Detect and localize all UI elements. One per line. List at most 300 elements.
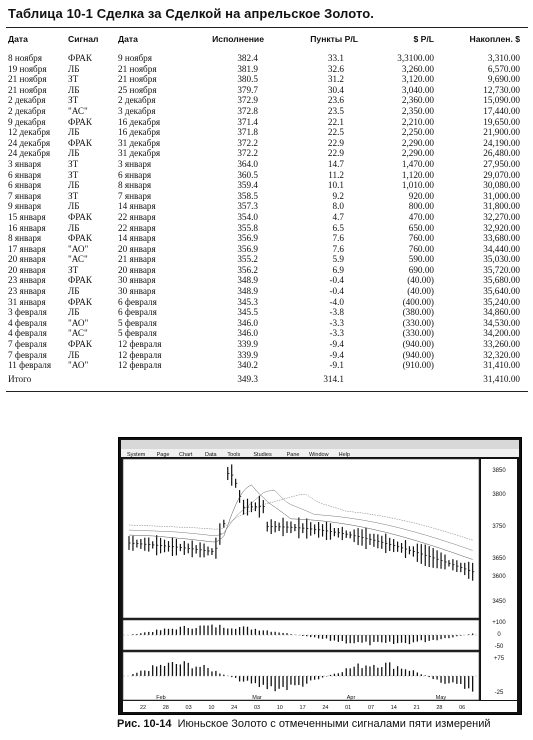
- month-axis-label: Feb: [156, 695, 166, 701]
- cell-exit-date: 20 января: [118, 264, 156, 275]
- price-axis-label: 3600: [492, 574, 506, 580]
- cell-exit-date: 12 февраля: [118, 360, 162, 371]
- menu-item[interactable]: Tools: [227, 452, 241, 458]
- cell-signal: ЛБ: [68, 222, 80, 233]
- date-axis-label: 17: [299, 705, 306, 711]
- cell-entry-date: 7 февраля: [8, 339, 47, 350]
- cell-execution: 339.9: [237, 349, 258, 360]
- cell-empty: [366, 371, 452, 385]
- cell-dollars: (940.00): [402, 349, 434, 360]
- cell-exit-date: 21 ноября: [118, 63, 157, 74]
- cell-dollars: 2,290.00: [401, 137, 434, 148]
- cell-entry-date: 21 ноября: [8, 74, 47, 85]
- cell-cumulative: 35,680.00: [483, 275, 520, 286]
- cell-execution: 355.2: [237, 254, 258, 265]
- cell-exit-date: 6 января: [118, 169, 152, 180]
- cell-entry-date: 23 января: [8, 286, 46, 297]
- menu-item[interactable]: Pane: [286, 452, 300, 458]
- cell-execution: 345.5: [237, 307, 258, 318]
- cell-cumulative: 6,570.00: [487, 63, 520, 74]
- cell-cumulative: 9,690.00: [487, 74, 520, 85]
- cell-execution: 371.4: [237, 116, 258, 127]
- trades-table: [8, 34, 522, 384]
- month-axis-label: Apr: [346, 695, 356, 701]
- chart-figure: [118, 437, 522, 715]
- menu-item[interactable]: Window: [309, 452, 329, 458]
- table-row: [8, 201, 522, 212]
- cell-dollars: (330.00): [402, 328, 434, 339]
- cell-execution: 340.2: [237, 360, 258, 371]
- header-signal: Сигнал: [68, 34, 99, 44]
- cell-cumulative: 26,480.00: [483, 148, 520, 159]
- cell-points: 11.2: [328, 169, 344, 180]
- cell-points: 22.1: [327, 116, 344, 127]
- menu-item[interactable]: Help: [338, 452, 350, 458]
- cell-points: -0.4: [329, 275, 344, 286]
- cell-cumulative: 21,900.00: [483, 127, 520, 138]
- cell-points: 22.9: [327, 148, 344, 159]
- table-row: [8, 328, 522, 339]
- table-row: [8, 127, 522, 138]
- cell-exit-date: 8 января: [118, 180, 152, 191]
- cell-signal: ФРАК: [68, 137, 92, 148]
- cell-entry-date: 3 января: [8, 158, 42, 169]
- header-entry-date: Дата: [8, 34, 28, 44]
- cell-entry-date: 11 февраля: [8, 360, 52, 371]
- cell-signal: "АО": [68, 317, 89, 328]
- cell-signal: ФРАК: [68, 296, 92, 307]
- cell-exit-date: 21 ноября: [118, 74, 157, 85]
- cell-signal: ФРАК: [68, 53, 92, 63]
- cell-cumulative: 19,650.00: [483, 116, 520, 127]
- table-row: [8, 148, 522, 159]
- cell-points: 23.6: [327, 95, 344, 106]
- menu-item[interactable]: Data: [205, 452, 217, 458]
- cell-cumulative: 30,080.00: [483, 180, 520, 191]
- cell-exit-date: 14 января: [118, 201, 156, 212]
- caption-text: Июньское Золото с отмеченными сигналами пяти измерений: [177, 718, 491, 730]
- cell-dollars: 1,010.00: [401, 180, 434, 191]
- cell-signal: ФРАК: [68, 339, 92, 350]
- cell-entry-date: 31 января: [8, 296, 46, 307]
- cell-empty: [118, 371, 188, 385]
- cell-execution: 382.4: [237, 53, 258, 63]
- cell-dollars: (40.00): [407, 286, 434, 297]
- table-row: [8, 223, 522, 234]
- date-axis-label: 03: [185, 705, 192, 711]
- cell-execution: 358.5: [237, 190, 258, 201]
- cell-signal: ФРАК: [68, 116, 92, 127]
- cell-points: -4.0: [329, 296, 344, 307]
- cell-dollars: 470.00: [408, 211, 434, 222]
- cell-points: 6.5: [332, 222, 344, 233]
- menu-item[interactable]: Studies: [253, 452, 272, 458]
- table-row: [8, 170, 522, 181]
- cell-signal: ЗТ: [68, 264, 79, 275]
- table-row: [8, 265, 522, 276]
- cell-points: 7.6: [332, 243, 344, 254]
- cell-points: 7.6: [332, 233, 344, 244]
- table-body: [8, 53, 522, 384]
- title-rule: [6, 27, 528, 28]
- cell-exit-date: 6 февраля: [118, 307, 157, 318]
- cell-execution: 346.0: [237, 317, 258, 328]
- table-row: [8, 233, 522, 244]
- cell-dollars: (400.00): [402, 296, 434, 307]
- cell-exit-date: 14 января: [118, 233, 156, 244]
- table-row: [8, 254, 522, 265]
- cell-execution: 380.5: [237, 74, 258, 85]
- cell-exit-date: 9 ноября: [118, 53, 152, 63]
- cell-entry-date: 9 января: [8, 201, 42, 212]
- cell-execution: 348.9: [237, 286, 258, 297]
- cell-dollars: 590.00: [408, 254, 434, 265]
- cell-points: -3.3: [329, 328, 344, 339]
- cell-cumulative: 33,680.00: [483, 233, 520, 244]
- cell-execution: 356.9: [237, 243, 258, 254]
- cell-total-points: 314.1: [323, 373, 344, 384]
- cell-signal: "АО": [68, 243, 89, 254]
- cell-execution: 372.2: [237, 148, 258, 159]
- date-axis-label: 10: [208, 705, 215, 711]
- cell-exit-date: 5 февраля: [118, 317, 157, 328]
- cell-cumulative: 35,030.00: [483, 254, 520, 265]
- cell-dollars: 760.00: [408, 233, 434, 244]
- cell-exit-date: 6 февраля: [118, 296, 157, 307]
- month-axis-label: May: [435, 695, 447, 701]
- chart-screenshot: [119, 438, 521, 714]
- header-dollars: $ P/L: [413, 34, 434, 44]
- table-total-row: [8, 371, 522, 385]
- cell-points: -9.4: [329, 339, 344, 350]
- cell-points: 32.6: [327, 63, 344, 74]
- cell-dollars: (380.00): [402, 307, 434, 318]
- table-row: [8, 180, 522, 191]
- cell-total-cumulative: 31,410.00: [483, 373, 520, 384]
- cell-points: 4.7: [332, 211, 344, 222]
- cell-execution: 357.3: [237, 201, 258, 212]
- cell-points: 31.2: [327, 74, 344, 85]
- date-axis-label: 07: [367, 705, 375, 711]
- table-row: [8, 360, 522, 371]
- cell-entry-date: 21 ноября: [8, 84, 47, 95]
- header-execution: Исполнение: [212, 34, 264, 44]
- date-axis-label: 03: [253, 705, 261, 711]
- cell-cumulative: 17,440.00: [483, 105, 520, 116]
- cell-signal: "АС": [68, 105, 88, 116]
- cell-exit-date: 30 января: [118, 286, 156, 297]
- cell-entry-date: 7 февраля: [8, 349, 47, 360]
- cell-signal: ЛБ: [68, 307, 80, 318]
- cell-exit-date: 7 января: [118, 190, 152, 201]
- cell-cumulative: 24,190.00: [483, 137, 520, 148]
- cell-total-label: Итого: [8, 373, 32, 384]
- cell-points: -3.3: [329, 317, 344, 328]
- cell-cumulative: 32,320.00: [483, 349, 520, 360]
- cell-exit-date: 12 февраля: [118, 349, 162, 360]
- cell-entry-date: 15 января: [8, 211, 46, 222]
- figure-caption: [117, 718, 491, 730]
- cell-dollars: 760.00: [408, 243, 434, 254]
- header-cumulative: Накоплен. $: [469, 34, 520, 44]
- table-row: [8, 318, 522, 329]
- date-axis-label: 06: [459, 705, 466, 711]
- cell-cumulative: 35,720.00: [483, 264, 520, 275]
- cell-entry-date: 19 ноября: [8, 63, 47, 74]
- cell-exit-date: 30 января: [118, 275, 156, 286]
- date-axis-label: 24: [322, 705, 329, 711]
- date-strip: [123, 701, 517, 712]
- cell-exit-date: 31 декабря: [118, 137, 161, 148]
- table-row: [8, 275, 522, 286]
- cell-signal: ФРАК: [68, 211, 92, 222]
- cell-exit-date: 2 декабря: [118, 95, 156, 106]
- cell-execution: 339.9: [237, 339, 258, 350]
- table-row: [8, 106, 522, 117]
- ac-axis-label: +75: [493, 656, 505, 662]
- cell-exit-date: 21 января: [118, 254, 156, 265]
- price-axis-label: 3750: [492, 524, 506, 530]
- cell-cumulative: 35,240.00: [483, 296, 520, 307]
- cell-execution: 348.9: [237, 275, 258, 286]
- cell-dollars: 650.00: [408, 222, 434, 233]
- cell-entry-date: 23 января: [8, 275, 46, 286]
- ao-axis-label: +100: [492, 620, 506, 626]
- cell-dollars: (330.00): [402, 317, 434, 328]
- menu-item[interactable]: Page: [156, 452, 170, 458]
- cell-execution: 364.0: [237, 158, 258, 169]
- table-row: [8, 307, 522, 318]
- table-row: [8, 159, 522, 170]
- cell-execution: 356.2: [237, 264, 258, 275]
- menu-item[interactable]: Chart: [179, 452, 193, 458]
- cell-points: 8.0: [332, 201, 344, 212]
- date-axis-label: 28: [436, 705, 443, 711]
- cell-cumulative: 34,860.00: [483, 307, 520, 318]
- cell-cumulative: 29,070.00: [483, 169, 520, 180]
- table-row: [8, 297, 522, 308]
- cell-entry-date: 7 января: [8, 190, 42, 201]
- table-row: [8, 339, 522, 350]
- cell-entry-date: 2 декабря: [8, 95, 46, 106]
- cell-execution: 356.9: [237, 233, 258, 244]
- cell-exit-date: 3 декабря: [118, 105, 156, 116]
- cell-dollars: 1,470.00: [401, 158, 434, 169]
- cell-execution: 372.2: [237, 137, 258, 148]
- cell-exit-date: 12 февраля: [118, 339, 162, 350]
- cell-exit-date: 22 января: [118, 222, 156, 233]
- price-pane: [123, 459, 479, 618]
- table-row: [8, 117, 522, 128]
- ac-axis-label: -25: [494, 690, 504, 696]
- date-axis-label: 14: [390, 705, 397, 711]
- cell-execution: 345.3: [237, 296, 258, 307]
- cell-entry-date: 9 декабря: [8, 116, 46, 127]
- month-axis-label: Mar: [252, 695, 262, 701]
- cell-entry-date: 8 января: [8, 233, 42, 244]
- cell-dollars: 3,040.00: [401, 84, 434, 95]
- cell-dollars: 920.00: [408, 190, 434, 201]
- cell-exit-date: 5 февраля: [118, 328, 157, 339]
- cell-points: 33.1: [327, 53, 344, 63]
- cell-signal: "АС": [68, 254, 88, 265]
- caption-label: Рис. 10-14: [117, 718, 172, 730]
- cell-signal: ЛБ: [68, 127, 80, 138]
- cell-execution: 372.9: [237, 95, 258, 106]
- cell-dollars: (940.00): [402, 339, 434, 350]
- cell-execution: 360.5: [237, 169, 258, 180]
- cell-entry-date: 16 января: [8, 222, 46, 233]
- cell-empty: [68, 371, 118, 385]
- cell-entry-date: 8 ноября: [8, 53, 42, 63]
- table-title: Таблица 10-1 Сделка за Сделкой на апрельское Золото.: [8, 6, 375, 21]
- cell-entry-date: 2 декабря: [8, 105, 46, 116]
- table-row: [8, 85, 522, 96]
- cell-exit-date: 22 января: [118, 211, 156, 222]
- cell-signal: ЗТ: [68, 169, 79, 180]
- price-axis-label: 3850: [492, 468, 506, 474]
- cell-points: 22.9: [327, 137, 344, 148]
- cell-cumulative: 31,000.00: [483, 190, 520, 201]
- cell-execution: 346.0: [237, 328, 258, 339]
- cell-exit-date: 16 декабря: [118, 127, 161, 138]
- cell-dollars: 2,290.00: [401, 148, 434, 159]
- cell-entry-date: 4 февраля: [8, 328, 47, 339]
- table-row: [8, 95, 522, 106]
- cell-entry-date: 24 декабря: [8, 137, 51, 148]
- ao-axis-label: 0: [497, 632, 501, 638]
- cell-dollars: (910.00): [402, 360, 434, 371]
- cell-cumulative: 12,730.00: [483, 84, 520, 95]
- cell-dollars: (40.00): [407, 275, 434, 286]
- cell-dollars: 3,260.00: [401, 63, 434, 74]
- cell-execution: 355.8: [237, 222, 258, 233]
- cell-signal: ЛБ: [68, 148, 80, 159]
- cell-signal: ФРАК: [68, 233, 92, 244]
- cell-entry-date: 24 декабря: [8, 148, 51, 159]
- window-title-bar: [121, 440, 519, 449]
- cell-dollars: 3,120.00: [401, 74, 434, 85]
- cell-entry-date: 12 декабря: [8, 127, 51, 138]
- cell-cumulative: 35,640.00: [483, 286, 520, 297]
- cell-cumulative: 33,260.00: [483, 339, 520, 350]
- date-axis-label: 01: [345, 705, 352, 711]
- header-exit-date: Дата: [118, 34, 138, 44]
- cell-points: 10.1: [327, 180, 344, 191]
- cell-exit-date: 16 декабря: [118, 116, 161, 127]
- cell-entry-date: 6 января: [8, 169, 42, 180]
- price-axis-label: 3800: [492, 492, 506, 498]
- table-row: [8, 350, 522, 361]
- cell-dollars: 2,350.00: [401, 105, 434, 116]
- cell-cumulative: 34,530.00: [483, 317, 520, 328]
- cell-exit-date: 3 января: [118, 158, 152, 169]
- table-row: [8, 191, 522, 202]
- cell-entry-date: 3 февраля: [8, 307, 47, 318]
- cell-dollars: 3,3100.00: [397, 53, 434, 63]
- cell-points: 22.5: [327, 127, 344, 138]
- cell-cumulative: 32,920.00: [483, 222, 520, 233]
- cell-execution: 372.8: [237, 105, 258, 116]
- cell-points: -9.4: [329, 349, 344, 360]
- cell-execution: 354.0: [237, 211, 258, 222]
- cell-points: 30.4: [327, 84, 344, 95]
- ao-axis-label: -50: [494, 644, 504, 650]
- cell-entry-date: 20 января: [8, 254, 46, 265]
- cell-signal: ЛБ: [68, 349, 80, 360]
- date-axis-label: 10: [276, 705, 283, 711]
- cell-signal: ЛБ: [68, 84, 80, 95]
- table-row: [8, 53, 522, 64]
- cell-cumulative: 31,800.00: [483, 201, 520, 212]
- cell-execution: 379.7: [237, 84, 258, 95]
- table-row: [8, 74, 522, 85]
- cell-entry-date: 4 февраля: [8, 317, 47, 328]
- cell-signal: ЛБ: [68, 201, 80, 212]
- cell-points: -9.1: [329, 360, 344, 371]
- cell-cumulative: 34,440.00: [483, 243, 520, 254]
- price-axis-label: 3650: [492, 556, 506, 562]
- date-axis-label: 28: [162, 705, 169, 711]
- cell-dollars: 800.00: [408, 201, 434, 212]
- cell-exit-date: 20 января: [118, 243, 156, 254]
- table-bottom-rule: [6, 391, 528, 392]
- cell-cumulative: 27,950.00: [483, 158, 520, 169]
- cell-signal: ЗТ: [68, 190, 79, 201]
- cell-signal: ЛБ: [68, 286, 80, 297]
- cell-dollars: 690.00: [408, 264, 434, 275]
- cell-execution: 359.4: [237, 180, 258, 191]
- menu-item[interactable]: System: [127, 452, 146, 458]
- cell-points: 6.9: [332, 264, 344, 275]
- cell-signal: ЗТ: [68, 158, 79, 169]
- cell-cumulative: 3,310.00: [487, 53, 520, 63]
- cell-points: 23.5: [327, 105, 344, 116]
- cell-points: 5.9: [332, 254, 344, 265]
- cell-signal: ЛБ: [68, 63, 80, 74]
- price-axis-label: 3450: [492, 599, 506, 605]
- cell-entry-date: 6 января: [8, 180, 42, 191]
- header-points: Пункты Р/L: [310, 34, 358, 44]
- cell-dollars: 2,250.00: [401, 127, 434, 138]
- date-axis-label: 22: [139, 705, 147, 711]
- cell-execution: 371.8: [237, 127, 258, 138]
- cell-dollars: 2,210.00: [401, 116, 434, 127]
- cell-signal: ЛБ: [68, 180, 80, 191]
- cell-exit-date: 31 декабря: [118, 148, 161, 159]
- cell-points: 14.7: [327, 158, 344, 169]
- cell-signal: ЗТ: [68, 74, 79, 85]
- cell-points: 9.2: [332, 190, 344, 201]
- cell-exit-date: 25 ноября: [118, 84, 157, 95]
- table-row: [8, 138, 522, 149]
- cell-points: -3.8: [329, 307, 344, 318]
- cell-signal: ЗТ: [68, 95, 79, 106]
- table-row: [8, 64, 522, 75]
- cell-cumulative: 31,410.00: [483, 360, 520, 371]
- cell-points: -0.4: [329, 286, 344, 297]
- cell-cumulative: 34,200.00: [483, 328, 520, 339]
- cell-total-execution: 349.3: [237, 373, 258, 384]
- cell-cumulative: 32,270.00: [483, 211, 520, 222]
- cell-signal: "АС": [68, 328, 88, 339]
- table-row: [8, 212, 522, 223]
- cell-signal: "АО": [68, 360, 89, 371]
- cell-signal: ФРАК: [68, 275, 92, 286]
- cell-dollars: 2,360.00: [401, 95, 434, 106]
- date-axis-label: 24: [231, 705, 238, 711]
- cell-dollars: 1,120.00: [401, 169, 434, 180]
